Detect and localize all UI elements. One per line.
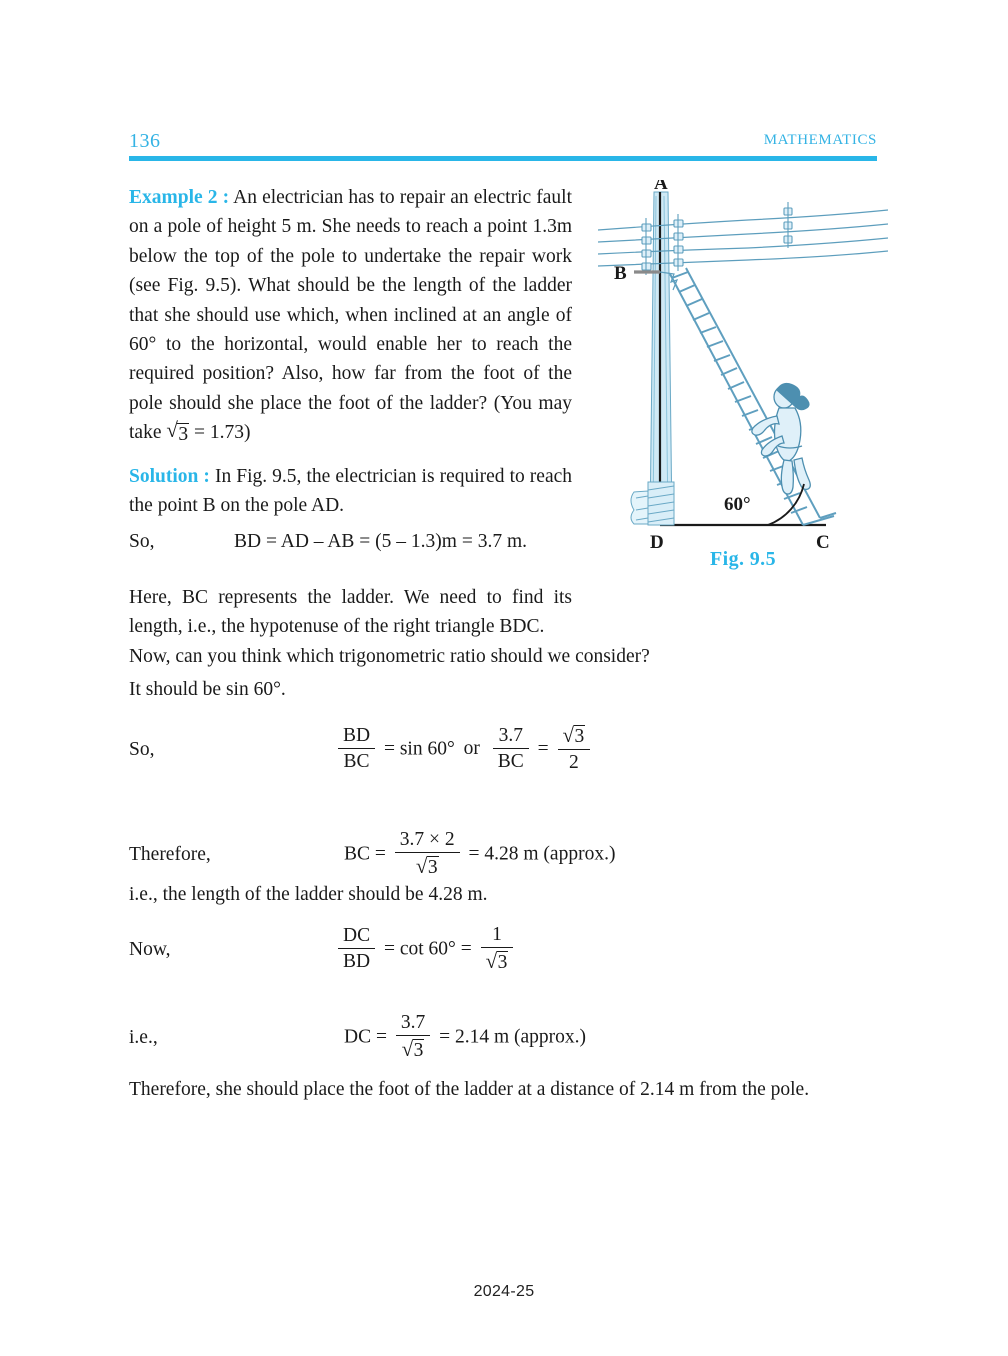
eq1-den3: 2 xyxy=(569,751,579,773)
insulator-cluster-far-right xyxy=(784,202,792,248)
radicand: 3 xyxy=(427,856,438,878)
radicand: 3 xyxy=(413,1039,424,1061)
sqrt-3-eq4 xyxy=(401,1036,425,1062)
page-footer: 2024-25 xyxy=(473,1283,535,1300)
eq2-rhs: = 4.28 m (approx.) xyxy=(468,843,616,865)
eq1-num1: BD xyxy=(338,725,375,749)
eq3-cot-term: cot 60° xyxy=(399,938,456,960)
figure-9-5 xyxy=(598,180,888,580)
eq4-lead: i.e., xyxy=(129,1026,158,1048)
radical-sign: √ xyxy=(401,1036,414,1061)
subject-title: MATHEMATICS xyxy=(763,132,877,148)
eq2-body xyxy=(344,830,615,880)
equation-3 xyxy=(129,925,889,975)
example-body: An electrician has to repair an electric fault on a pole of height 5 m. She needs to reach a point 1.3m below the top of the pole to undertake the repair work (see Fig. 9.5). What should be the length of the ladder that she should use which, when inclined at an angle of 60° to the horizontal, would enable her to reach the required position? Also, how far from the foot of the pole should she place the foot of the ladder? (You may take xyxy=(129,187,572,444)
insulator-cluster-left xyxy=(642,218,651,275)
electrician-figure xyxy=(752,383,810,494)
sqrt-3-eq1 xyxy=(563,725,586,748)
ladder-length-statement: i.e., the length of the ladder should be 4.28 m. xyxy=(129,884,488,905)
bd-line-lead: So, xyxy=(129,531,155,552)
label-b: B xyxy=(614,263,627,284)
solution-intro: In Fig. 9.5, the electrician is required to reach the point B on the pole AD. xyxy=(129,465,573,517)
eq4-body xyxy=(344,1013,586,1063)
eq3-frac-dc-bd xyxy=(338,925,375,973)
page-header xyxy=(129,130,877,164)
eq2-lhs: BC = xyxy=(344,843,386,865)
bd-computation-line xyxy=(129,527,572,556)
eq4-rhs: = 2.14 m (approx.) xyxy=(439,1026,587,1048)
sin-answer: It should be sin 60°. xyxy=(129,679,286,700)
eq1-equals-2: = xyxy=(537,738,549,760)
figure-caption: Fig. 9.5 xyxy=(710,548,776,570)
eq2-frac xyxy=(395,829,460,879)
header-rule xyxy=(129,156,877,161)
radical-sign: √ xyxy=(485,948,498,973)
eq1-sin-term: sin 60° xyxy=(399,738,455,760)
eq2-lead: Therefore, xyxy=(129,843,211,865)
eq2-den xyxy=(395,853,460,879)
radical-sign: √ xyxy=(415,853,428,878)
page-number: 136 xyxy=(129,130,161,152)
eq4-num: 3.7 xyxy=(396,1012,430,1036)
eq3-lead: Now, xyxy=(129,938,171,960)
eq1-equals-1: = xyxy=(383,738,395,760)
eq3-equals-2: = xyxy=(460,938,472,960)
example-label: Example 2 : xyxy=(129,187,230,208)
main-text-column xyxy=(129,183,572,520)
radicand: 3 xyxy=(574,726,585,747)
eq1-den1: BC xyxy=(343,750,370,772)
radicand: 3 xyxy=(178,424,189,446)
equation-4 xyxy=(129,1013,889,1063)
eq3-num2: 1 xyxy=(481,924,514,948)
radical-sign: √ xyxy=(562,723,575,747)
radical-sign: √ xyxy=(166,418,178,443)
label-c: C xyxy=(816,532,830,553)
eq1-lead: So, xyxy=(129,738,155,760)
eq4-frac xyxy=(396,1012,430,1062)
equation-2 xyxy=(129,830,889,880)
here-bc-paragraph: Here, BC represents the ladder. We need to find its length, i.e., the hypotenuse of the right triangle BDC. xyxy=(129,587,572,638)
equation-1 xyxy=(129,725,889,775)
bd-line-equation: BD = AD – AB = (5 – 1.3)m = 3.7 m. xyxy=(234,531,528,552)
eq1-body xyxy=(334,725,594,775)
trig-ratio-question: Now, can you think which trigonometric ratio should we consider? xyxy=(129,646,650,667)
pole-base-hatch xyxy=(631,482,674,525)
label-angle-60: 60° xyxy=(724,494,751,515)
eq3-frac-1-sqrt3 xyxy=(481,924,514,974)
eq3-num1: DC xyxy=(338,925,375,949)
eq4-lhs: DC = xyxy=(344,1026,387,1048)
eq2-num: 3.7 × 2 xyxy=(395,829,460,853)
label-d: D xyxy=(650,532,664,553)
sqrt-3-inline xyxy=(166,420,189,449)
eq1-den2: BC xyxy=(497,750,524,772)
eq1-or: or xyxy=(463,738,480,760)
eq1-num3 xyxy=(558,724,591,750)
eq4-den xyxy=(396,1036,430,1062)
radicand: 3 xyxy=(497,951,508,973)
solution-label: Solution : xyxy=(129,465,210,487)
ladder-foot xyxy=(803,513,836,525)
eq1-num2: 3.7 xyxy=(493,725,529,749)
eq3-den1: BD xyxy=(343,950,371,972)
eq3-den2 xyxy=(481,948,514,974)
final-conclusion-paragraph: Therefore, she should place the foot of the ladder at a distance of 2.14 m from the pole. xyxy=(129,1079,810,1100)
eq1-frac-37-bc xyxy=(493,725,529,773)
figure-svg xyxy=(598,180,888,580)
insulator-cluster-right xyxy=(674,214,683,271)
example-tail: = 1.73) xyxy=(193,422,251,444)
sqrt-3-eq2 xyxy=(415,853,439,879)
eq1-frac-sqrt3-2 xyxy=(558,724,591,774)
solution-paragraph xyxy=(129,462,572,521)
example-paragraph xyxy=(129,183,572,450)
eq1-frac-bd-bc xyxy=(338,725,375,773)
eq3-body xyxy=(334,925,517,975)
eq3-equals-1: = xyxy=(383,938,395,960)
label-a: A xyxy=(654,180,668,194)
sqrt-3-eq3 xyxy=(485,948,509,974)
